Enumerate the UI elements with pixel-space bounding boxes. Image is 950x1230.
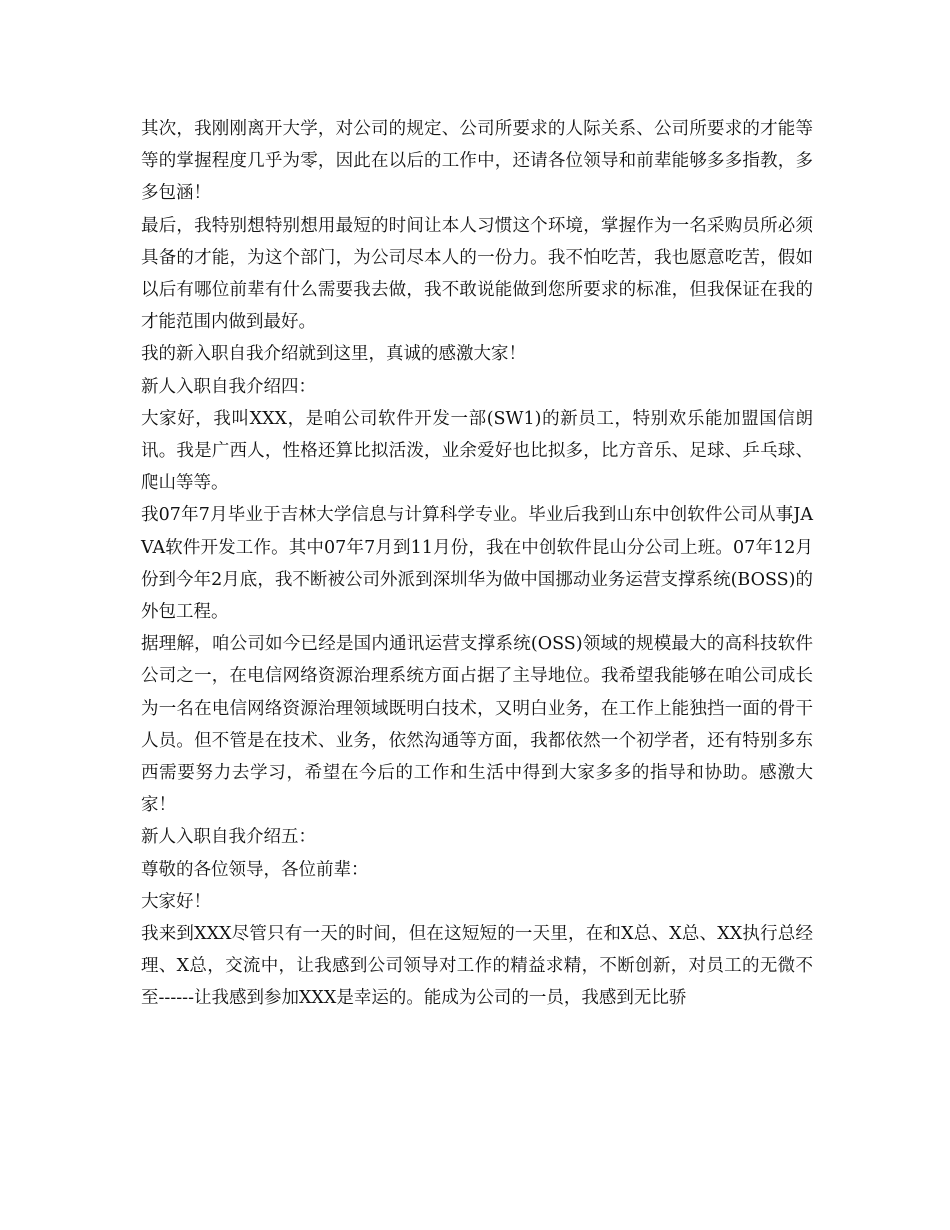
greeting: 大家好！ — [141, 891, 211, 912]
paragraph: 我07年7月毕业于吉林大学信息与计算科学专业。毕业后我到山东中创软件公司从事JAVA软件开发工作。其中07年7月到11月份，我在中创软件昆山分公司上班。07年12月份到今年2月底，我不断被公司外派到深圳华为做中国挪动业务运营支撑系统(BOSS)的外包工程。 — [141, 505, 813, 623]
paragraph: 据理解，咱公司如今已经是国内通讯运营支撑系统(OSS)领域的规模最大的高科技软件公司之一，在电信网络资源治理系统方面占据了主导地位。我希望我能够在咱公司成长为一名在电信网络资源治理领域既明白技术，又明白业务，在工作上能独挡一面的骨干人员。但不管是在技术、业务，依然沟通等方面，我都依然一个初学者，还有特别多东西需要努力去学习，希望在今后的工作和生活中得到大家多多的指导和协助。感激大家！ — [141, 634, 813, 816]
section-heading: 新人入职自我介绍五： — [141, 827, 316, 848]
section-heading: 新人入职自我介绍四： — [141, 376, 316, 397]
paragraph: 最后，我特别想特别想用最短的时间让本人习惯这个环境，掌握作为一名采购员所必须具备的才能，为这个部门，为公司尽本人的一份力。我不怕吃苦，我也愿意吃苦，假如以后有哪位前辈有什么需要我去做，我不敢说能做到您所要求的标准，但我保证在我的才能范围内做到最好。 — [141, 215, 813, 333]
document-body — [141, 113, 813, 1015]
paragraph: 大家好，我叫XXX，是咱公司软件开发一部(SW1)的新员工，特别欢乐能加盟国信朗讯。我是广西人，性格还算比拟活泼，业余爱好也比拟多，比方音乐、足球、乒乓球、爬山等等。 — [141, 408, 813, 494]
paragraph: 我来到XXX尽管只有一天的时间，但在这短短的一天里，在和X总、X总、XX执行总经理、X总，交流中，让我感到公司领导对工作的精益求精，不断创新，对员工的无微不至------让我感到参加XXX是幸运的。能成为公司的一员，我感到无比骄 — [141, 924, 813, 1009]
paragraph: 我的新入职自我介绍就到这里，真诚的感激大家！ — [141, 344, 526, 365]
paragraph: 其次，我刚刚离开大学，对公司的规定、公司所要求的人际关系、公司所要求的才能等等的掌握程度几乎为零，因此在以后的工作中，还请各位领导和前辈能够多多指教，多多包涵！ — [141, 119, 813, 204]
salutation: 尊敬的各位领导，各位前辈： — [141, 859, 369, 880]
